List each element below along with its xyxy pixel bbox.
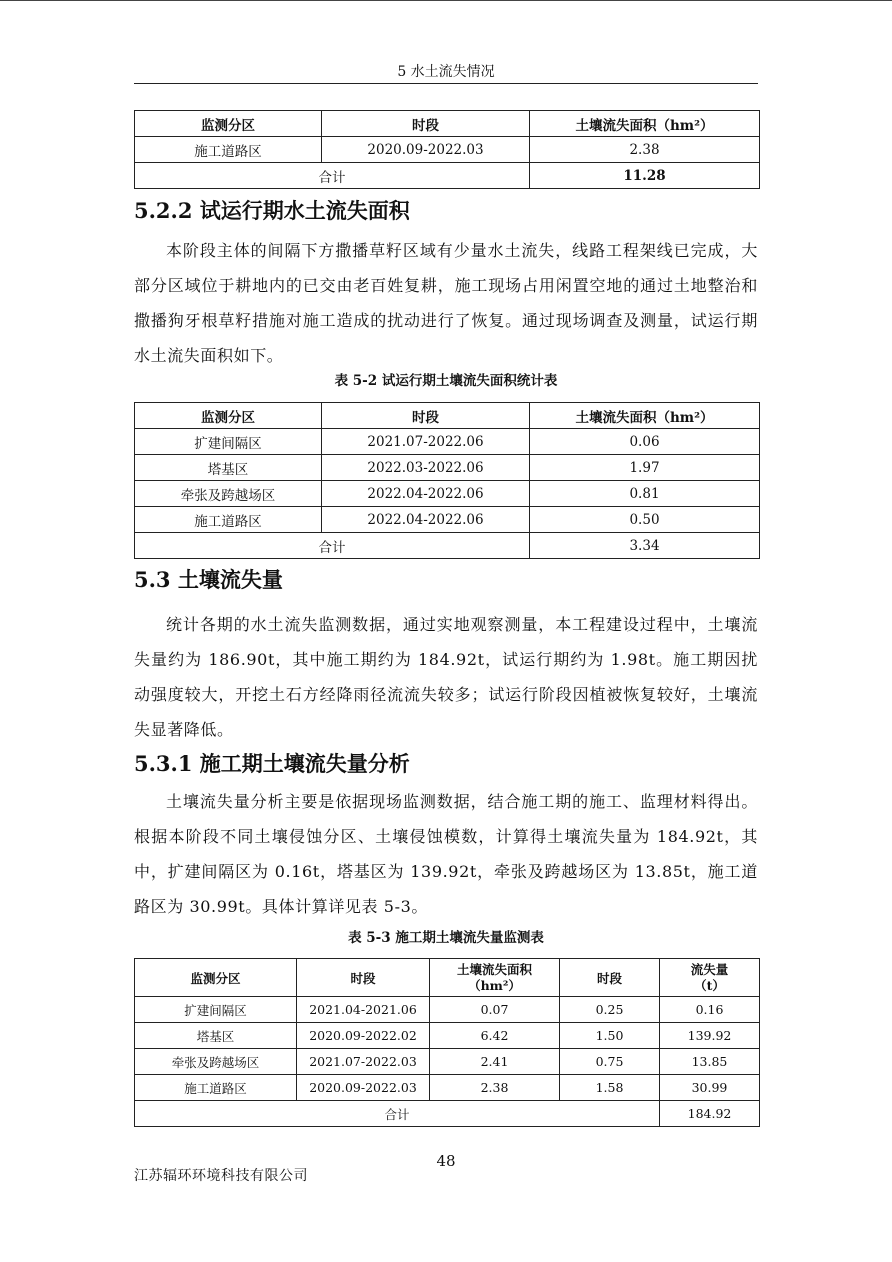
table-cell: 2020.09-2022.03 [297,1075,430,1101]
company-name: 江苏辐环环境科技有限公司 [134,1168,308,1184]
table-total-row [135,1101,760,1127]
table-header-line: （hm²） [468,977,521,993]
table-cell: 2022.04-2022.06 [322,481,530,507]
table-header-row [135,959,760,997]
table-header-cell: 土壤流失面积（hm²） [530,111,760,137]
table-cell: 施工道路区 [135,137,322,163]
table-cell: 扩建间隔区 [135,429,322,455]
table-cell: 0.81 [530,481,760,507]
paragraph-text: 统计各期的水土流失监测数据，通过实地观察测量，本工程建设过程中，土壤流失量约为 186.90t，其中施工期约为 184.92t，试运行期约为 1.98t。施工期因扰动强度较大，开挖土石方经降雨径流流失较多；试运行阶段因植被恢复较好，土壤流失显著降低。 [134,615,758,739]
table-cell: 塔基区 [135,1023,297,1049]
table-header-line: 流失量 [690,961,729,977]
table-cell: 0.16 [660,997,760,1023]
table-total-value: 184.92 [660,1101,760,1127]
table-total-label: 合计 [135,533,530,559]
table-cell: 牵张及跨越场区 [135,1049,297,1075]
table-5-3 [134,958,760,1127]
table-header-line: （t） [694,977,725,993]
table-header-cell: 时段 [560,959,660,997]
table-cell: 2.38 [430,1075,560,1101]
table-cell: 2.38 [530,137,760,163]
table-row [135,1049,760,1075]
table-cell: 2022.03-2022.06 [322,455,530,481]
header-rule [134,83,758,84]
table-total-row [135,533,760,559]
table-cell: 0.07 [430,997,560,1023]
table-header-cell: 时段 [322,111,530,137]
table-header-cell: 时段 [297,959,430,997]
section-heading-5-3: 5.3 土壤流失量 [134,567,283,592]
table-cell: 施工道路区 [135,1075,297,1101]
top-border-line [0,0,892,1]
table-row [135,137,760,163]
table-cell: 0.25 [560,997,660,1023]
table-header-row [135,111,760,137]
table-top-continued [134,110,760,189]
table-cell: 牵张及跨越场区 [135,481,322,507]
table-total-value: 3.34 [530,533,760,559]
paragraph-5-2-2 [134,233,758,373]
section-heading-5-3-1: 5.3.1 施工期土壤流失量分析 [134,751,410,776]
table-header-cell: 时段 [322,403,530,429]
table-cell: 0.06 [530,429,760,455]
table-cell: 13.85 [660,1049,760,1075]
table-header-row [135,403,760,429]
running-header: 5 水土流失情况 [397,64,495,80]
table-row [135,1075,760,1101]
table-header-line: 土壤流失面积 [456,961,532,977]
section-heading-5-2-2: 5.2.2 试运行期水土流失面积 [134,198,410,223]
table-total-label: 合计 [135,163,530,189]
table-cell: 2022.04-2022.06 [322,507,530,533]
paragraph-text: 本阶段主体的间隔下方撒播草籽区域有少量水土流失，线路工程架线已完成，大部分区域位于耕地内的已交由老百姓复耕，施工现场占用闲置空地的通过土地整治和撒播狗牙根草籽措施对施工造成的扰动进行了恢复。通过现场调查及测量，试运行期水土流失面积如下。 [134,241,758,365]
table-total-value: 11.28 [530,163,760,189]
table-cell: 2020.09-2022.03 [322,137,530,163]
table-header-cell: 土壤流失面积（hm²） [530,403,760,429]
table-row [135,1023,760,1049]
table-total-row [135,163,760,189]
table-row [135,507,760,533]
table-cell: 2021.07-2022.03 [297,1049,430,1075]
table-cell: 1.58 [560,1075,660,1101]
table-cell: 塔基区 [135,455,322,481]
paragraph-5-3-1 [134,784,758,924]
table-caption-5-2: 表 5-2 试运行期土壤流失面积统计表 [334,373,558,389]
table-row [135,481,760,507]
page-number: 48 [436,1152,456,1170]
table-header-cell [660,959,760,997]
table-cell: 1.50 [560,1023,660,1049]
table-cell: 2.41 [430,1049,560,1075]
table-cell: 30.99 [660,1075,760,1101]
table-header-cell: 监测分区 [135,111,322,137]
table-5-2 [134,402,760,559]
table-cell: 6.42 [430,1023,560,1049]
paragraph-5-3 [134,607,758,747]
table-header-cell: 监测分区 [135,403,322,429]
table-header-cell [430,959,560,997]
table-cell: 扩建间隔区 [135,997,297,1023]
table-header-cell: 监测分区 [135,959,297,997]
table-row [135,429,760,455]
table-total-label: 合计 [135,1101,660,1127]
table-cell: 0.75 [560,1049,660,1075]
table-cell: 1.97 [530,455,760,481]
table-cell: 2020.09-2022.02 [297,1023,430,1049]
table-cell: 0.50 [530,507,760,533]
table-cell: 139.92 [660,1023,760,1049]
table-caption-5-3: 表 5-3 施工期土壤流失量监测表 [348,930,544,946]
table-row [135,997,760,1023]
table-cell: 施工道路区 [135,507,322,533]
paragraph-text: 土壤流失量分析主要是依据现场监测数据，结合施工期的施工、监理材料得出。根据本阶段不同土壤侵蚀分区、土壤侵蚀模数，计算得土壤流失量为 184.92t，其中，扩建间隔区为 0.16t，塔基区为 139.92t，牵张及跨越场区为 13.85t，施工道路区为 30.99t。具体计算详见表 5-3。 [134,792,758,916]
table-row [135,455,760,481]
table-cell: 2021.04-2021.06 [297,997,430,1023]
table-cell: 2021.07-2022.06 [322,429,530,455]
